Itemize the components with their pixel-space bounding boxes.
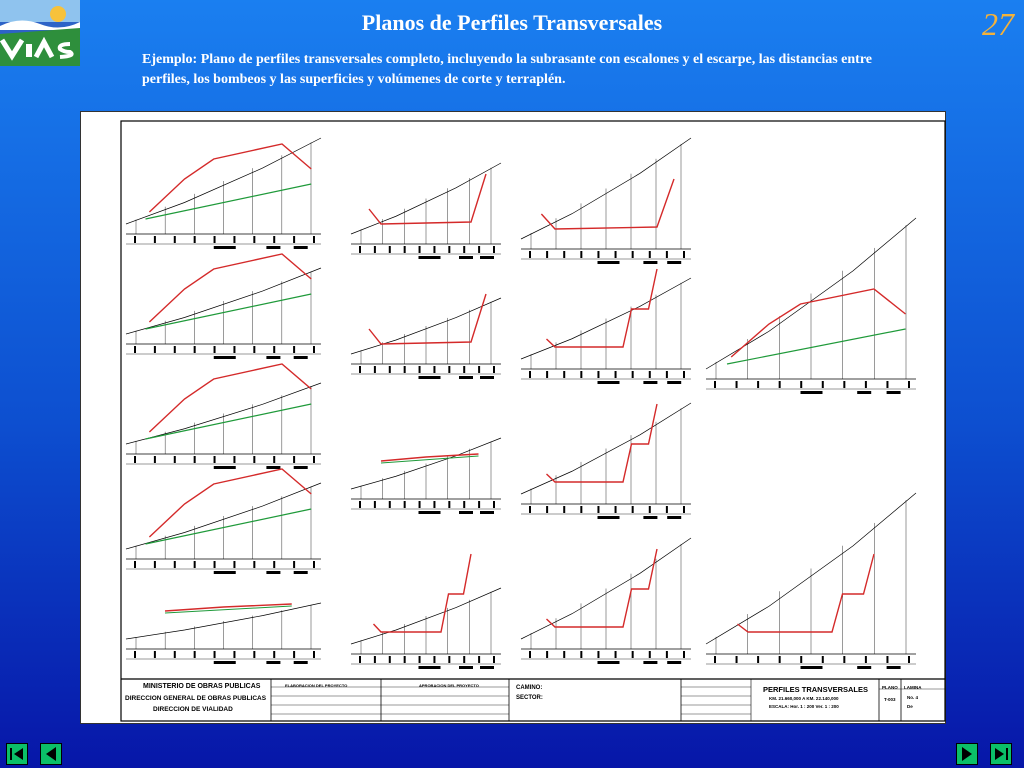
elevation-label (649, 506, 651, 513)
original-ground-line (146, 509, 312, 544)
elevation-label (493, 656, 495, 663)
elevation-label (214, 236, 216, 243)
elevation-label (233, 236, 235, 243)
volume-label (667, 516, 681, 519)
elevation-label (800, 656, 802, 663)
elevation-label (389, 656, 391, 663)
elevation-label (463, 366, 465, 373)
plan-range: KM. 21.660,000 A KM. 22.140,000 (769, 696, 839, 701)
elevation-label (293, 561, 295, 568)
elevation-label (865, 656, 867, 663)
elevation-label (478, 246, 480, 253)
station-label (214, 246, 236, 249)
first-icon (7, 744, 27, 764)
elevation-label (419, 656, 421, 663)
elevation-label (736, 381, 738, 388)
area-label (643, 381, 657, 384)
elevation-label (313, 561, 315, 568)
elevation-label (779, 656, 781, 663)
volume-label (294, 571, 308, 574)
elevation-label (563, 651, 565, 658)
subgrade-line (541, 179, 674, 229)
last-icon (991, 744, 1011, 764)
elevation-label (359, 246, 361, 253)
elevation-label (154, 456, 156, 463)
elevation-label (214, 346, 216, 353)
volume-label (294, 661, 308, 664)
elevation-label (233, 561, 235, 568)
station-label (214, 356, 236, 359)
elevation-label (632, 651, 634, 658)
elevation-label (632, 251, 634, 258)
lamina-label: LAMINA (904, 685, 922, 690)
elevation-label (649, 371, 651, 378)
elevation-label (214, 651, 216, 658)
elevation-label (433, 501, 435, 508)
elevation-label (597, 251, 599, 258)
elevation-label (313, 651, 315, 658)
station-label (598, 516, 620, 519)
elevation-label (313, 456, 315, 463)
elevation-label (313, 346, 315, 353)
camino-label: CAMINO: (516, 685, 543, 691)
elevation-label (529, 651, 531, 658)
volume-label (667, 381, 681, 384)
elevation-label (404, 246, 406, 253)
elevation-label (154, 236, 156, 243)
elevation-label (822, 656, 824, 663)
elevation-label (666, 651, 668, 658)
elevation-label (293, 651, 295, 658)
area-label (643, 516, 657, 519)
elevation-label (843, 656, 845, 663)
elevation-label (448, 366, 450, 373)
elevation-label (448, 501, 450, 508)
elevation-label (683, 506, 685, 513)
station-label (214, 466, 236, 469)
elevation-label (214, 561, 216, 568)
elevation-label (597, 506, 599, 513)
elevation-label (194, 561, 196, 568)
station-label (419, 666, 441, 669)
volume-label (667, 661, 681, 664)
elevation-label (493, 246, 495, 253)
elevation-label (273, 236, 275, 243)
elevation-label (493, 501, 495, 508)
elevation-label (463, 246, 465, 253)
elevation-label (293, 236, 295, 243)
volume-label (480, 666, 494, 669)
ministry-line-2: DIRECCION GENERAL DE OBRAS PUBLICAS (125, 695, 267, 702)
elevation-label (154, 561, 156, 568)
original-ground-line (146, 184, 312, 219)
original-ground-line (146, 294, 312, 329)
elevation-label (174, 561, 176, 568)
subgrade-line (369, 294, 486, 344)
elevation-label (433, 366, 435, 373)
approval-header: APROBACION DEL PROYECTO (419, 683, 479, 688)
elevation-label (463, 501, 465, 508)
station-label (419, 376, 441, 379)
elevation-label (374, 656, 376, 663)
area-label (266, 466, 280, 469)
subgrade-line (547, 404, 658, 482)
elevation-label (822, 381, 824, 388)
volume-label (480, 511, 494, 514)
elevation-label (886, 381, 888, 388)
ministry-line-1: MINISTERIO DE OBRAS PUBLICAS (143, 683, 261, 690)
elevation-label (374, 501, 376, 508)
subgrade-line (369, 174, 486, 224)
elevation-label (683, 371, 685, 378)
original-ground-line (146, 404, 312, 439)
subgrade-line (738, 554, 875, 632)
lamina-de: De (907, 704, 913, 709)
elevation-label (273, 456, 275, 463)
volume-label (887, 391, 901, 394)
volume-label (294, 356, 308, 359)
elevation-label (666, 371, 668, 378)
elevation-label (580, 506, 582, 513)
elevation-label (233, 456, 235, 463)
subgrade-line (547, 269, 658, 347)
elevation-label (683, 251, 685, 258)
elevation-label (293, 346, 295, 353)
area-label (857, 391, 871, 394)
elevation-label (154, 346, 156, 353)
subgrade-line (731, 289, 905, 357)
elevation-label (313, 236, 315, 243)
elevation-label (253, 561, 255, 568)
elevation-label (448, 656, 450, 663)
elevation-label (273, 346, 275, 353)
elevation-label (597, 371, 599, 378)
elevation-label (194, 346, 196, 353)
elevation-label (134, 456, 136, 463)
elevation-label (214, 456, 216, 463)
elevation-label (597, 651, 599, 658)
elevation-label (615, 251, 617, 258)
elevation-label (886, 656, 888, 663)
elevation-label (843, 381, 845, 388)
plan-title: PERFILES TRANSVERSALES (763, 685, 869, 694)
elevation-label (194, 236, 196, 243)
elevation-label (666, 251, 668, 258)
elevation-label (419, 246, 421, 253)
elevation-label (865, 381, 867, 388)
elevation-label (714, 381, 716, 388)
original-ground-line (727, 329, 906, 364)
slide-title: Planos de Perfiles Transversales (361, 10, 663, 35)
station-label (801, 666, 823, 669)
elevation-label (546, 651, 548, 658)
area-label (857, 666, 871, 669)
area-label (643, 661, 657, 664)
elevation-label (546, 506, 548, 513)
station-label (801, 391, 823, 394)
elevation-label (736, 656, 738, 663)
station-label (598, 261, 620, 264)
elevation-label (253, 456, 255, 463)
elevation-label (174, 236, 176, 243)
plan-scale: ESCALA: Hor. 1 : 200 Ver. 1 : 200 (769, 704, 839, 709)
volume-label (480, 256, 494, 259)
ministry-line-3: DIRECCION DE VIALIDAD (153, 706, 233, 713)
cross-section-drawing (80, 111, 946, 724)
elevation-label (174, 651, 176, 658)
elevation-label (757, 656, 759, 663)
elevation-label (563, 506, 565, 513)
elevation-label (714, 656, 716, 663)
area-label (266, 661, 280, 664)
volume-label (294, 466, 308, 469)
elevation-label (546, 371, 548, 378)
elevation-label (580, 651, 582, 658)
elevation-label (580, 371, 582, 378)
elevation-label (134, 236, 136, 243)
elevation-label (615, 371, 617, 378)
subgrade-line (149, 364, 311, 432)
elevation-label (779, 381, 781, 388)
elevation-label (433, 246, 435, 253)
elevation-label (359, 501, 361, 508)
slide-number: 27 (982, 6, 1014, 42)
elevation-label (908, 381, 910, 388)
elevation-label (649, 651, 651, 658)
first-slide-button[interactable] (6, 743, 28, 765)
next-icon (957, 744, 977, 764)
elevation-label (800, 381, 802, 388)
area-label (459, 256, 473, 259)
elevation-label (908, 656, 910, 663)
elevation-label (389, 501, 391, 508)
elevation-label (615, 651, 617, 658)
area-label (643, 261, 657, 264)
elevation-label (174, 346, 176, 353)
subgrade-line (149, 144, 311, 212)
area-label (459, 376, 473, 379)
elevation-label (649, 251, 651, 258)
revision-header: ELABORACION DEL PROYECTO (285, 683, 348, 688)
lamina-number: No. 4 (907, 695, 919, 700)
elevation-label (134, 346, 136, 353)
elevation-label (374, 246, 376, 253)
elevation-label (463, 656, 465, 663)
station-label (419, 256, 441, 259)
subgrade-line (149, 469, 311, 537)
elevation-label (448, 246, 450, 253)
station-label (598, 381, 620, 384)
elevation-label (273, 651, 275, 658)
elevation-label (359, 366, 361, 373)
elevation-label (546, 251, 548, 258)
elevation-label (233, 346, 235, 353)
area-label (459, 666, 473, 669)
area-label (266, 246, 280, 249)
elevation-label (632, 371, 634, 378)
elevation-label (529, 371, 531, 378)
elevation-label (563, 251, 565, 258)
area-label (459, 511, 473, 514)
volume-label (667, 261, 681, 264)
elevation-label (253, 651, 255, 658)
elevation-label (757, 381, 759, 388)
elevation-label (433, 656, 435, 663)
elevation-label (273, 561, 275, 568)
elevation-label (666, 506, 668, 513)
elevation-label (134, 651, 136, 658)
station-label (214, 661, 236, 664)
volume-label (480, 376, 494, 379)
elevation-label (529, 251, 531, 258)
sector-label: SECTOR: (516, 695, 543, 701)
elevation-label (374, 366, 376, 373)
elevation-label (563, 371, 565, 378)
plano-code: T-003 (884, 697, 896, 702)
elevation-label (683, 651, 685, 658)
area-label (266, 571, 280, 574)
station-label (598, 661, 620, 664)
elevation-label (233, 651, 235, 658)
station-label (419, 511, 441, 514)
elevation-label (194, 651, 196, 658)
elevation-label (615, 506, 617, 513)
elevation-label (529, 506, 531, 513)
slide-description: Ejemplo: Plano de perfiles transversales completo, incluyendo la subrasante con escalones y el escarpe, las distancias entre perfiles, los bombeos y las superficies y volúmenes de corte y terraplén. (142, 52, 873, 87)
subgrade-line (149, 254, 311, 322)
last-slide-button[interactable] (990, 743, 1012, 765)
elevation-label (359, 656, 361, 663)
elevation-label (404, 501, 406, 508)
elevation-label (253, 236, 255, 243)
volume-label (887, 666, 901, 669)
volume-label (294, 246, 308, 249)
elevation-label (174, 456, 176, 463)
elevation-label (632, 506, 634, 513)
elevation-label (154, 651, 156, 658)
previous-icon (41, 744, 61, 764)
elevation-label (293, 456, 295, 463)
elevation-label (389, 366, 391, 373)
elevation-label (478, 501, 480, 508)
elevation-label (194, 456, 196, 463)
elevation-label (404, 656, 406, 663)
elevation-label (478, 656, 480, 663)
elevation-label (580, 251, 582, 258)
plano-label: PLANO (882, 685, 898, 690)
elevation-label (253, 346, 255, 353)
elevation-label (404, 366, 406, 373)
area-label (266, 356, 280, 359)
elevation-label (419, 501, 421, 508)
elevation-label (419, 366, 421, 373)
next-slide-button[interactable] (956, 743, 978, 765)
elevation-label (389, 246, 391, 253)
station-label (214, 571, 236, 574)
elevation-label (493, 366, 495, 373)
previous-slide-button[interactable] (40, 743, 62, 765)
elevation-label (478, 366, 480, 373)
elevation-label (134, 561, 136, 568)
subgrade-line (547, 549, 658, 627)
